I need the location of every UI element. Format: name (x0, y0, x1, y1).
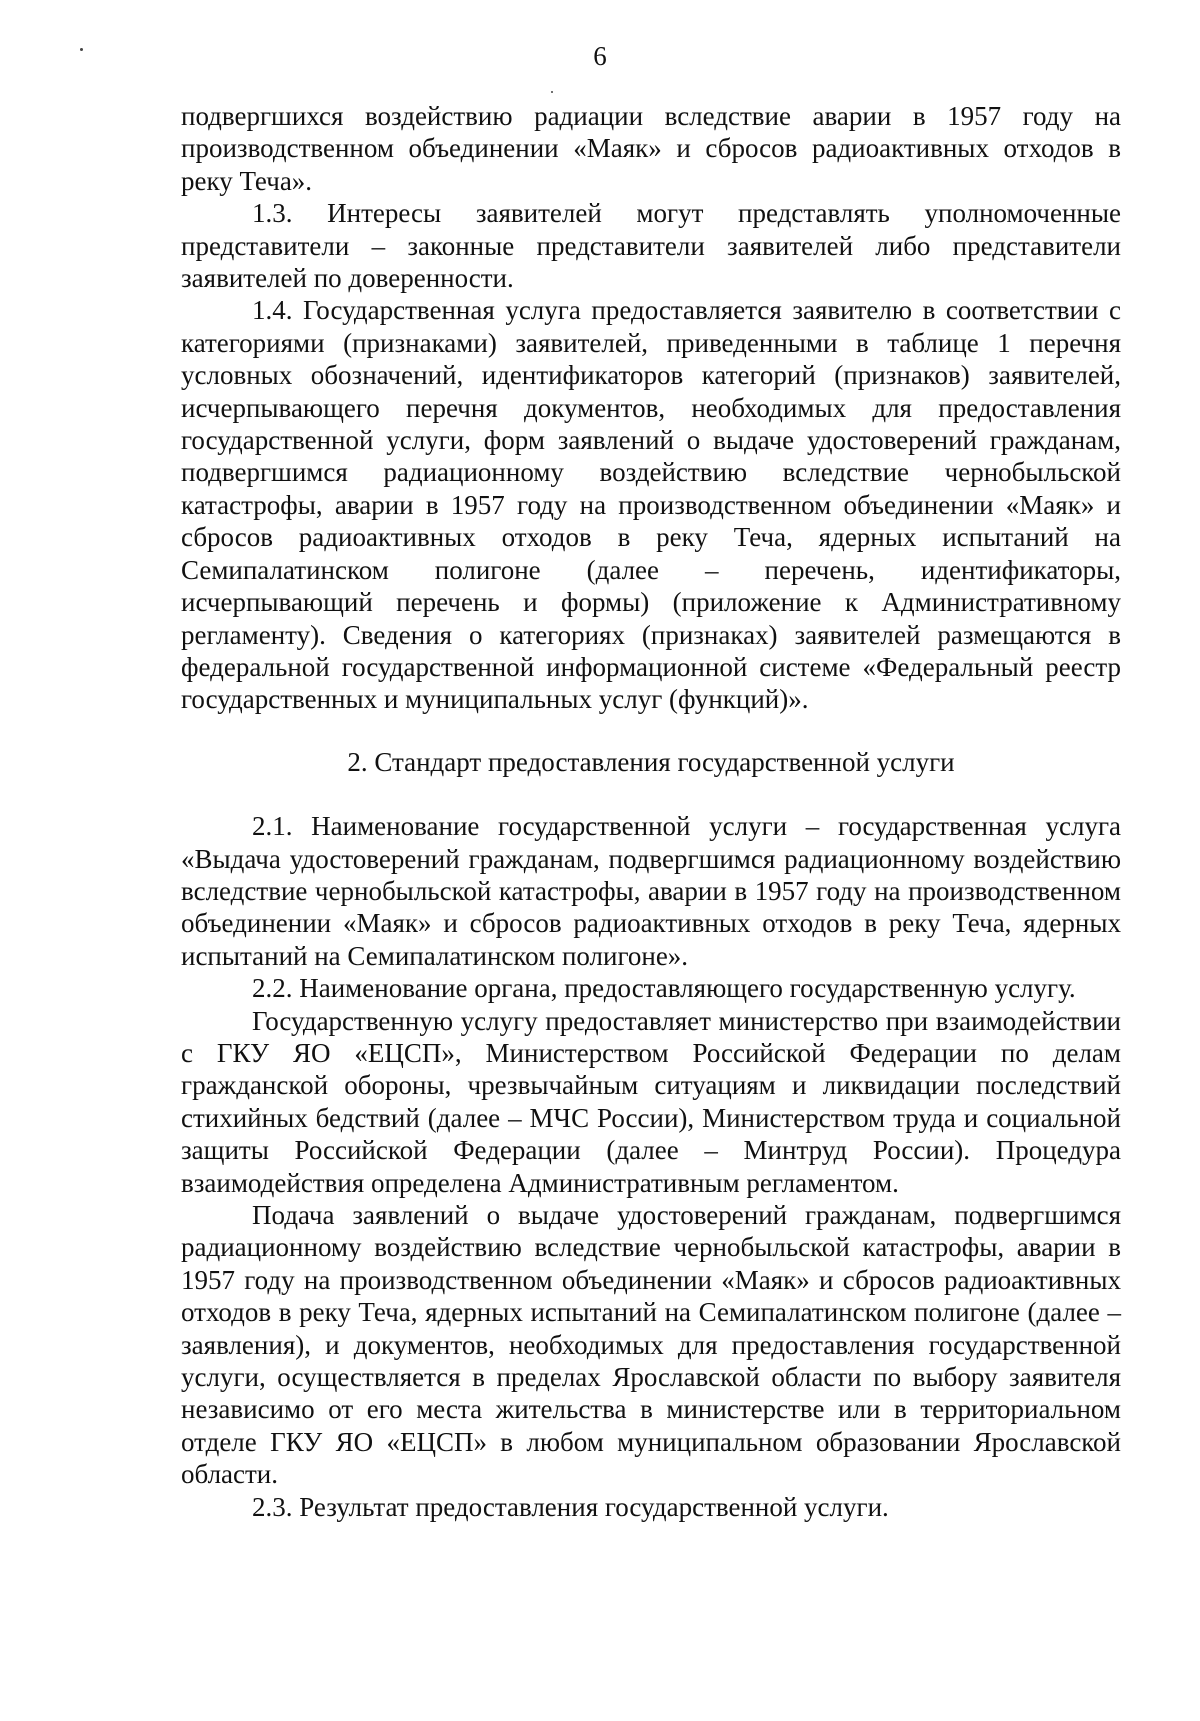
scan-speck (80, 48, 83, 51)
page-number: 6 (593, 41, 607, 71)
paragraph-1-3: 1.3. Интересы заявителей могут представлять уполномоченные представители – законные представители заявителей либо представители заявителей по доверенности. (181, 198, 1121, 294)
paragraph-continuation: подвергшихся воздействию радиации вследствие аварии в 1957 году на производственном объединении «Маяк» и сбросов радиоактивных отходов в реку Теча». (181, 101, 1121, 196)
paragraph-submission: Подача заявлений о выдаче удостоверений гражданам, подвергшимся радиационному воздействию вследствие чернобыльской катастрофы, аварии в 1957 году на производственном объединении «Маяк» и сбросов радиоактивных отходов в реку Теча, ядерных испытаний на Семипалатинском полигоне (далее – заявления), и документов, необходимых для предоставления государственной услуги, осуществляется в пределах Ярославской области по выбору заявителя независимо от его места жительства в министерстве или в территориальном отделе ГКУ ЯО «ЕЦСП» в любом муниципальном образовании Ярославской области. (181, 1200, 1121, 1490)
section-heading: 2. Стандарт предоставления государственной услуги (347, 746, 955, 777)
paragraph-1-4: 1.4. Государственная услуга предоставляется заявителю в соответствии с категориями (признаками) заявителей, приведенными в таблице 1 перечня условных обозначений, идентификаторов категорий (признаков) заявителей, исчерпывающего перечня документов, необходимых для предоставления государственной услуги, форм заявлений о выдаче удостоверений гражданам, подвергшимся радиационному воздействию вследствие чернобыльской катастрофы, аварии в 1957 году на производственном объединении «Маяк» и сбросов радиоактивных отходов в реку Теча, ядерных испытаний на Семипалатинском полигоне (далее – перечень, идентификаторы, исчерпывающий перечень и формы) (приложение к Административному регламенту). Сведения о категориях (признаках) заявителей размещаются в федеральной государственной информационной системе «Федеральный реестр государственных и муниципальных услуг (функций)». (181, 295, 1121, 715)
paragraph-2-2: 2.2. Наименование органа, предоставляющего государственную услугу. (252, 973, 1076, 1004)
scan-speck (551, 91, 553, 93)
document-body (181, 100, 1121, 1523)
paragraph-provider: Государственную услугу предоставляет министерство при взаимодействии с ГКУ ЯО «ЕЦСП», Министерством Российской Федерации по делам гражданской обороны, чрезвычайным ситуациям и ликвидации последствий стихийных бедствий (далее – МЧС России), Министерством труда и социальной защиты Российской Федерации (далее – Минтруд России). Процедура взаимодействия определена Административным регламентом. (181, 1005, 1121, 1198)
paragraph-2-1: 2.1. Наименование государственной услуги – государственная услуга «Выдача удостоверений гражданам, подвергшимся радиационному воздействию вследствие чернобыльской катастрофы, аварии в 1957 году на производственном объединении «Маяк» и сбросов радиоактивных отходов в реку Теча, ядерных испытаний на Семипалатинском полигоне». (181, 811, 1121, 971)
paragraph-2-3: 2.3. Результат предоставления государственной услуги. (252, 1491, 889, 1522)
